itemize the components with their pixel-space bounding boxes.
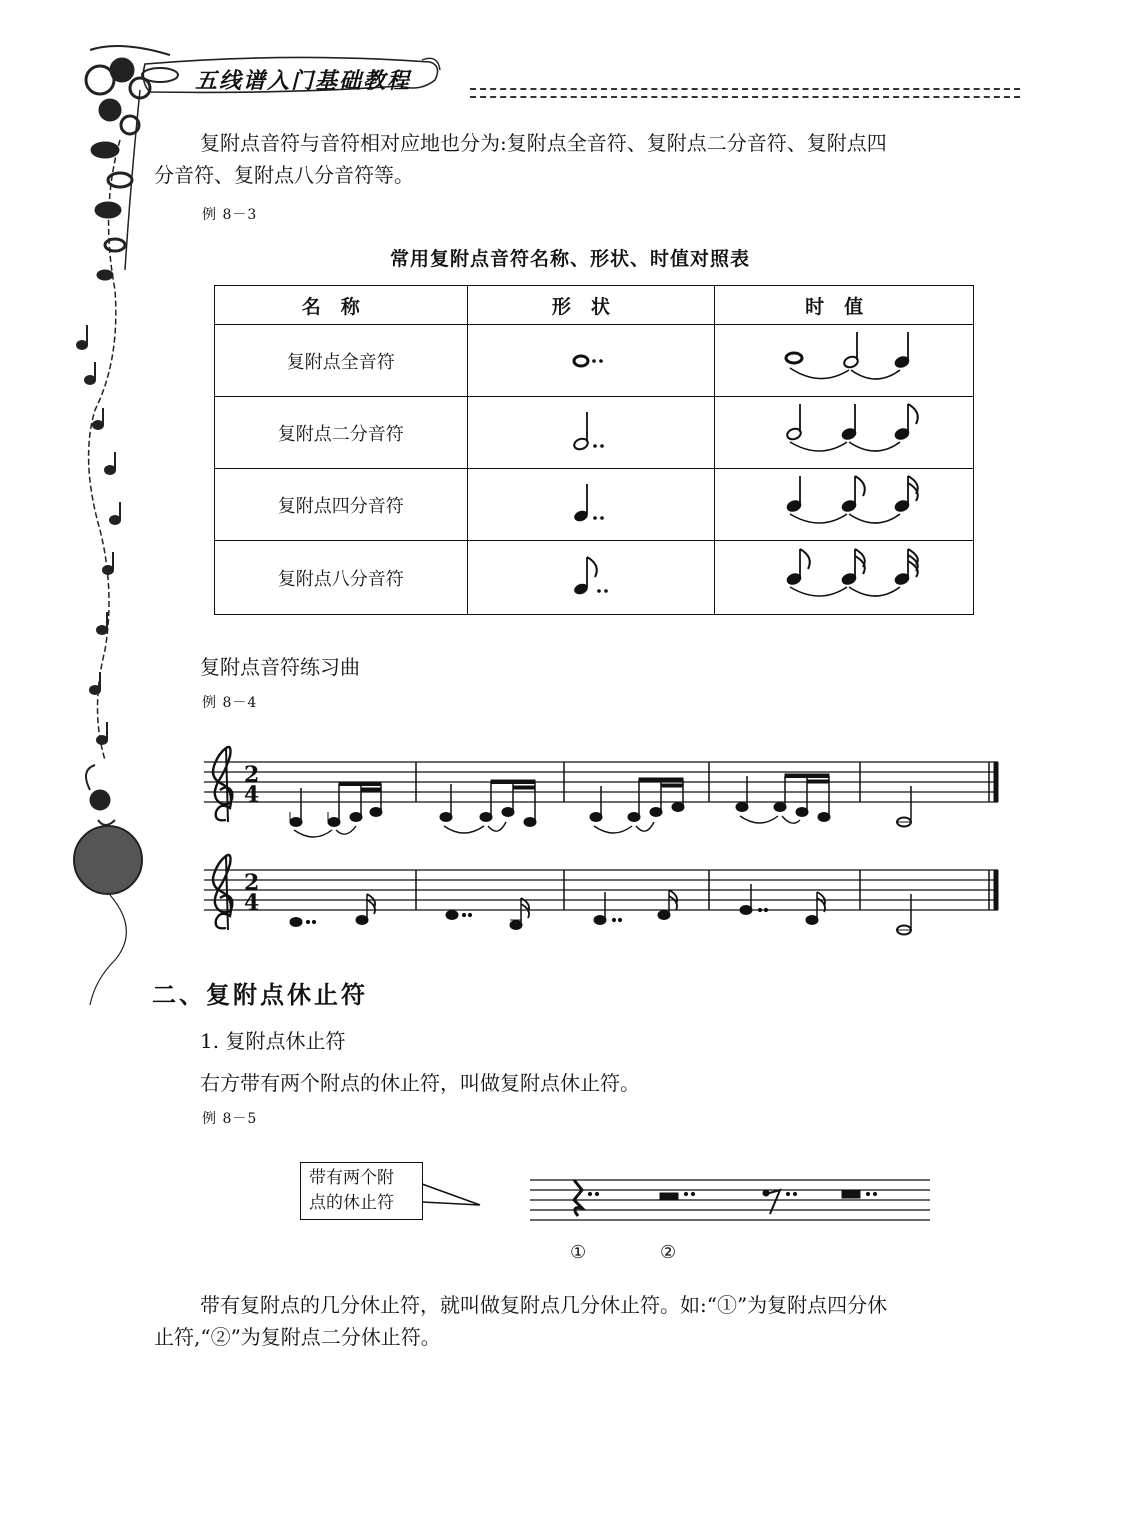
intro-line-2: 分音符、复附点八分音符等。 [154,163,414,187]
callout-line-1: 带有两个附 [309,1168,394,1188]
svg-text:2: 2 [244,762,260,788]
header-divider [470,88,1020,98]
dotted-half-note-icon [561,406,621,456]
rest-staff [530,1170,930,1230]
row-name: 复附点四分音符 [215,469,468,541]
row-value [715,325,974,397]
section-body: 右方带有两个附点的休止符，叫做复附点休止符。 [200,1071,640,1095]
svg-text:4: 4 [244,782,260,808]
dotted-whole-note-icon [561,339,621,379]
row-shape [467,325,715,397]
rest-marker-2: ② [660,1242,677,1263]
half-quarter-eighth-tied-icon [754,398,934,464]
exercise-staff-1 [204,740,1004,850]
row-shape [467,397,715,469]
header-name: 名称 [215,286,468,325]
row-value [715,397,974,469]
example-label-8-5: 例 8－5 [202,1111,258,1127]
table-row [215,397,974,469]
exercise-staff-2 [204,848,1004,948]
table-title: 常用复附点音符名称、形状、时值对照表 [390,248,751,270]
example-label-8-3: 例 8－3 [202,207,258,223]
table-row [215,469,974,541]
header-title: 五线谱入门基础教程 [195,68,412,94]
header-value: 时值 [715,286,974,325]
table-row [215,325,974,397]
table-row [215,541,974,615]
callout-box [300,1162,423,1220]
example-label-8-4: 例 8－4 [202,695,258,711]
subsection-heading: 1. 复附点休止符 [200,1029,346,1053]
row-value [715,541,974,615]
rest-marker-1: ① [570,1242,587,1263]
row-name: 复附点八分音符 [215,541,468,615]
row-name: 复附点二分音符 [215,397,468,469]
callout-line-2: 点的休止符 [309,1193,394,1213]
row-shape [467,469,715,541]
header-shape: 形状 [467,286,715,325]
svg-text:4: 4 [244,890,260,916]
outro-line-2: 止符,“②”为复附点二分休止符。 [154,1325,441,1349]
whole-half-quarter-tied-icon [754,326,934,392]
table-header-row [215,286,974,325]
outro-line-1: 带有复附点的几分休止符，就叫做复附点几分休止符。如:“①”为复附点四分休 [200,1293,888,1317]
exercise-title: 复附点音符练习曲 [200,655,360,679]
quarter-eighth-sixteenth-tied-icon [754,470,934,536]
row-name: 复附点全音符 [215,325,468,397]
eighth-sixteenth-thirtysecond-tied-icon [754,543,934,609]
intro-line-1: 复附点音符与音符相对应地也分为:复附点全音符、复附点二分音符、复附点四 [200,131,887,155]
section-heading: 二、复附点休止符 [152,981,368,1009]
row-shape [467,541,715,615]
dotted-quarter-note-icon [561,478,621,528]
note-reference-table [214,285,974,615]
dotted-eighth-note-icon [561,551,621,601]
svg-text:2: 2 [244,870,260,896]
row-value [715,469,974,541]
